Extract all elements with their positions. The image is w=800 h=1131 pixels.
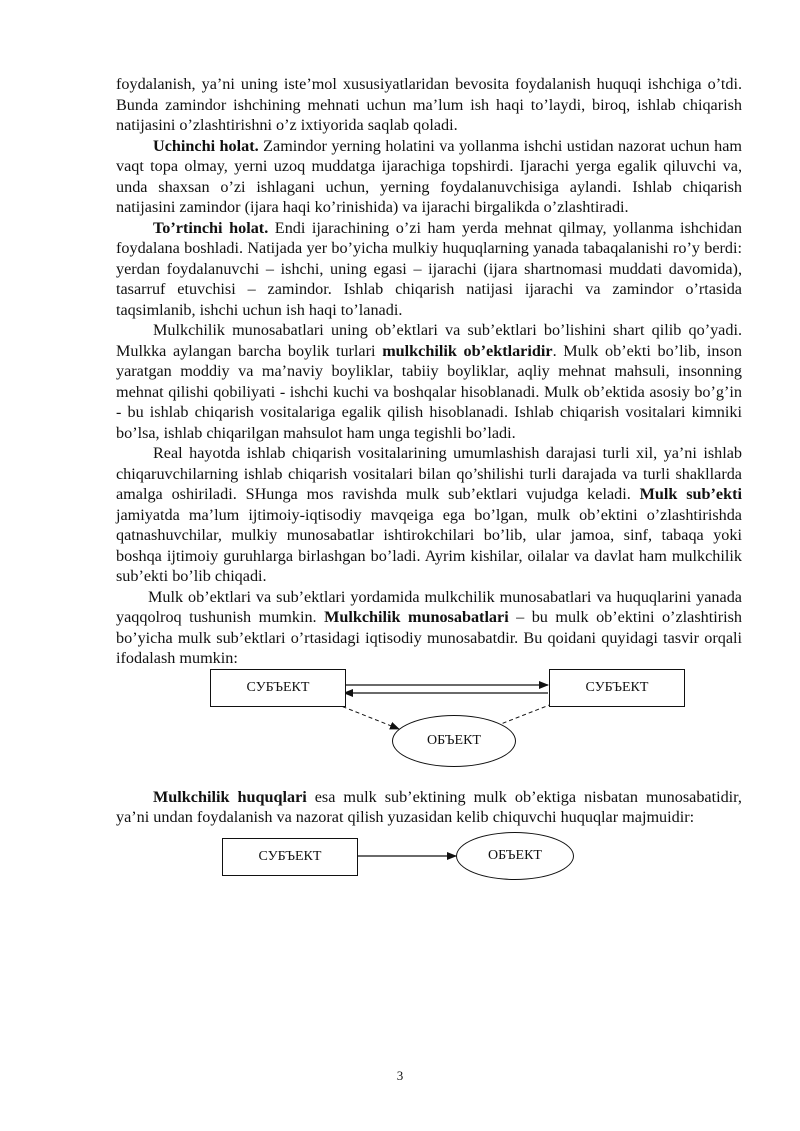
paragraph-mulk-obektlari — [116, 320, 742, 443]
page-content — [116, 74, 742, 896]
paragraph-tortinchi-holat — [116, 218, 742, 321]
subject-box: СУБЪЕКТ — [222, 838, 358, 876]
object-ellipse: ОБЪЕКТ — [456, 832, 574, 880]
paragraph-text: . Mulk ob’ekti bo’lib, inson yaratgan moddiy va ma’naviy boyliklar, tabiiy boyliklar, aqliy mehnat mahsuli, insonning mehnat qilishi qobiliyati - ishchi kuchi va boshqalar hisoblanadi. Mulk ob’ektida asosiy bo’g’in - bu ishlab chiqarish vositalariga egalik qilish hisoblanadi. Ishlab chiqarish vositalari kimniki bo’lsa, ishlab chiqarilgan mahsulot ham unga tegishli bo’ladi. — [116, 341, 742, 442]
page-number: 3 — [396, 1068, 404, 1083]
paragraph-text: Real hayotda ishlab chiqarish vositalarining umumlashish darajasi turli xil, ya’ni ishlab chiqaruvchilarning ishlab chiqarish vositalari bilan qo’shilishi turli darajada va turli shakllarda amalga oshiriladi. SHunga mos ravishda mulk sub’ektlari vujudga keladi. — [116, 444, 742, 503]
diagram2-arrows — [116, 836, 742, 896]
paragraph-text: esa mulk sub’ektining mulk ob’ektiga nisbatan munosabatidir, ya’ni undan foydalanish va nazorat qilish yuzasidan kelib chiquvchi huquqlar majmuidir: — [116, 787, 742, 826]
paragraph-text: jamiyatda ma’lum ijtimoiy-iqtisodiy mavqeiga ega bo’lgan, mulk ob’ektini o’zlashtirishda qatnashuvchilar, mulkiy munosabatlar ishtirokchilari bo’lib, ular jamoa, sinf, tabaqa yoki boshqa ijtimoiy guruhlarga birlashgan bo’ladi. Ayrim kishilar, oilalar va davlat ham mulkchilik sub’ekti bo’lib chiqadi. — [116, 505, 742, 585]
object-ellipse: ОБЪЕКТ — [392, 715, 516, 767]
term-mulkchilik-munosabatlari: Mulkchilik munosabatlari — [324, 608, 509, 626]
paragraph-mulkchilik-huquqlari — [116, 787, 742, 828]
subject-box-left: СУБЪЕКТ — [210, 669, 346, 707]
paragraph-text: Endi ijarachining o’zi ham yerda mehnat qilmay, yollanma ishchidan foydalana boshladi. Natijada yer bo’yicha mulkiy huquqlarning yanada tabaqalanishi ro’y berdi: yerdan foydalanuvchi – ishchi, uning egasi – ijarachi (ijara shartnomasi muddati davomida), tasarruf etuvchisi – zamindor. Ishlab chiqarish natijasi ijarachi va zamindor o’rtasida taqsimlanib, ishchi uchun ish haqi to’lanadi. — [116, 218, 742, 319]
paragraph-bold-lead: To’rtinchi holat. — [153, 218, 269, 237]
paragraph-bold-lead: Uchinchi holat. — [153, 136, 259, 155]
term-mulkchilik-obektlari: mulkchilik ob’ektlaridir — [382, 341, 553, 360]
paragraph-1: foydalanish, ya’ni uning iste’mol xususiyatlaridan bevosita foydalanish huquqi ishchiga o’tdi. Bunda zamindor ishchining mehnati uchun ma’lum ish haqi to’laydi, biroq, ishlab chiqarish natijasini o’zlashtirishni o’z ixtiyorida saqlab qoladi. — [116, 75, 742, 134]
term-mulk-subekti: Mulk sub’ekti — [639, 485, 742, 503]
paragraph-text: Mulk ob’ektlari va sub’ektlari yordamida mulkchilik munosabatlari va huquqlarini yanada yaqqolroq tushunish mumkin. — [116, 587, 742, 626]
paragraph-text: – bu mulk ob’ektini o’zlashtirish bo’yicha mulk sub’ektlari o’rtasidagi iqtisodiy munosabatdir. Bu qoidani quyidagi tasvir orqali ifodalash mumkin: — [116, 608, 742, 667]
term-mulkchilik-huquqlari: Mulkchilik huquqlari — [153, 787, 307, 806]
subject-box-right: СУБЪЕКТ — [549, 669, 685, 707]
diagram-subject-object — [116, 836, 742, 896]
dashed-arrow-left-to-object — [336, 704, 399, 729]
paragraph-text: Mulkchilik munosabatlari uning ob’ektlari va sub’ektlari bo’lishini shart qilib qo’yadi. Mulkka aylangan barcha boylik turlari — [116, 321, 742, 360]
paragraph-mulkchilik-munosabatlari — [116, 587, 742, 669]
paragraph-uchinchi-holat — [116, 136, 742, 218]
paragraph-mulk-subekti — [116, 443, 742, 587]
paragraph-text: Zamindor yerning holatini va yollanma ishchi ustidan nazorat uchun ham vaqt topa olmay, yerni uzoq muddatga ijarachiga topshirdi. Ijarachi yerga egalik qiluvchi va, unda shaxsan o’zi ishlagani uchun, yerning foydalanuvchisiga aylandi. Ishlab chiqarish natijasini zamindor (ijara haqi ko’rinishida) va ijarachi birgalikda o’zlashtiradi. — [116, 136, 742, 216]
diagram-subject-subject-object — [116, 669, 742, 787]
